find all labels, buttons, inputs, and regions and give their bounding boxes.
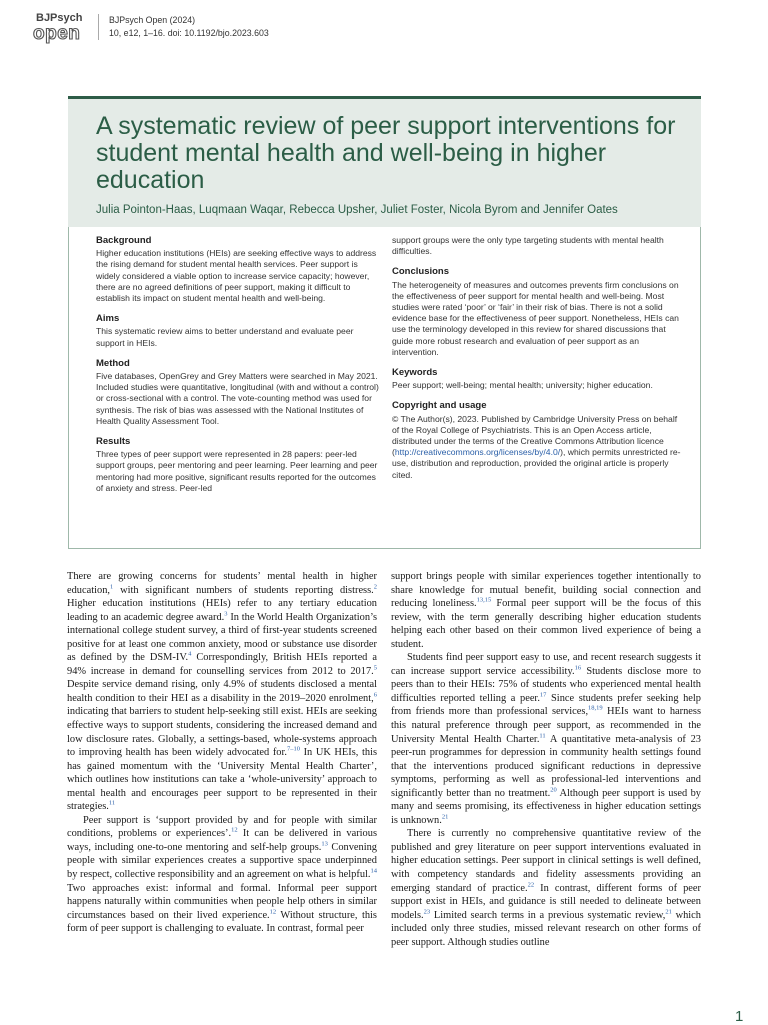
journal-name-year: BJPsych Open (2024) xyxy=(109,15,196,25)
body-text-run: A quantitative meta-analysis of 23 peer-run programmes for depression in community health settings found that the interventions produced significant reductions in depressive symptoms, performing as well as professional-led interventions and significantly better than no treatment. xyxy=(391,733,701,799)
body-text-run: Peer support is ‘support provided by and for people with similar conditions, problems or experiences’. xyxy=(67,814,377,840)
article-title: A systematic review of peer support interventions for student mental health and well-being in higher education xyxy=(96,112,676,194)
body-text-run: indicating that barriers to student help-seeking still exist. HEIs are seeking effective ways to support students, considering the increased demand and low disclosure rates. Globally, a settings-based, whole-systems approach to improving health has been widely advocated for. xyxy=(67,706,377,759)
citation-ref[interactable]: 18,19 xyxy=(588,705,603,712)
citation-ref[interactable]: 12 xyxy=(231,826,238,834)
body-right-column xyxy=(391,570,701,949)
background-text: Higher education institutions (HEIs) are seeking effective ways to address the rising demand for student mental health services. Peer support is widely considered a viable option to increase service capacity; however, there are no agreed definitions of peer support, making it difficult to establish its impact on student mental health and well-being. xyxy=(96,248,377,304)
citation-ref[interactable]: 1 xyxy=(110,583,114,591)
body-paragraph-3 xyxy=(391,651,701,827)
body-text-run: In contrast, different forms of peer support exist in HEIs, and guidance is still needed to delineate between models. xyxy=(391,882,701,921)
citation-ref[interactable]: 6 xyxy=(373,691,377,699)
copyright-text xyxy=(392,414,682,481)
journal-volume-doi: 10, e12, 1–16. doi: 10.1192/bjo.2023.603 xyxy=(109,28,269,38)
body-text-run: Since students prefer seeking help from friends more than professional services, xyxy=(391,692,701,718)
citation-ref[interactable]: 13 xyxy=(321,840,328,848)
citation-ref[interactable]: 12 xyxy=(269,908,277,916)
results-text-part2: support groups were the only type targeting students with mental health difficulties. xyxy=(392,235,664,257)
body-paragraph-2-part2 xyxy=(391,570,701,651)
body-text-run: Formal peer support will be the focus of this review, with the term generally describing higher education students helping each other based on their common lived experience of being a student. xyxy=(391,598,701,650)
logo-bottom-text: open xyxy=(33,23,81,44)
keywords-text: Peer support; well-being; mental health; university; higher education. xyxy=(392,380,653,391)
body-text-run: support brings people with similar experiences together intentionally to share knowledge for mutual benefit, building social connection and reducing loneliness. xyxy=(391,571,701,610)
citation-ref[interactable]: 11 xyxy=(108,799,116,807)
body-text-run: Although peer support is used by many and seems promising, its effectiveness in higher education settings is unknown. xyxy=(391,787,701,826)
body-text-run: Convening people with similar experiences creates a supportive space underpinned by respect, collective responsibility and an agreement on what is helpful. xyxy=(67,841,377,881)
body-text-run: Without structure, this form of peer support is challenging to evaluate. In contrast, formal peer xyxy=(67,909,377,935)
body-text-run: Two approaches exist: informal and formal. Informal peer support happens naturally within communities when people help others in similar circumstances based on their lived experience. xyxy=(67,882,377,921)
page-number: 1 xyxy=(735,1008,744,1025)
body-text-run: There is currently no comprehensive quantitative review of the published and grey literature on peer support interventions evaluated in higher education settings. Peer support in clinical settings is well defined, with competency standards and fidelity assessments providing an emerging standard of practice. xyxy=(391,828,701,894)
abstract-left-column xyxy=(96,235,379,503)
citation-ref[interactable]: 13,15 xyxy=(476,596,492,604)
citation-ref[interactable]: 14 xyxy=(370,867,377,875)
body-paragraph-1 xyxy=(67,570,377,814)
citation-ref[interactable]: 16 xyxy=(574,664,582,672)
copyright-text-part2: ), which permits unrestricted re-use, distribution and reproduction, provided the original article is properly cited. xyxy=(392,447,681,480)
body-text-run: Students find peer support easy to use, and recent research suggests it can increase support service accessibility. xyxy=(391,652,701,677)
body-text-run: Higher education institutions (HEIs) refer to any tertiary education leading to an academic degree award. xyxy=(67,598,377,623)
abstract-right-column xyxy=(392,235,682,490)
journal-info xyxy=(98,14,269,40)
body-paragraph-2-part1 xyxy=(67,814,377,936)
method-text: Five databases, OpenGrey and Grey Matters were searched in May 2021. Included studies were quantitative, longitudinal (with and without a control) or cross-sectional with a control. The vote-counting method was used for synthesis. The risk of bias was assessed with the National Institutes of Health Quality Assessment Tool. xyxy=(96,371,379,426)
body-text-run: In the World Health Organization’s international college student survey, a third of first-year students screened positive for at least one common anxiety, mood or substance use disorder as defined by the DSM-IV. xyxy=(67,611,377,664)
body-text-run: There are growing concerns for students’ mental health in higher education, xyxy=(67,571,377,596)
results-text-part1: Three types of peer support were represented in 28 papers: peer-led support groups, peer mentoring and peer learning. Peer learning and peer mentoring had more positive, significant results reported for the outcomes of anxiety and stress. Peer-led xyxy=(96,449,378,493)
citation-ref[interactable]: 4 xyxy=(188,650,192,658)
method-heading: Method xyxy=(96,357,130,369)
background-heading: Background xyxy=(96,235,152,246)
citation-ref[interactable]: 2 xyxy=(373,583,377,591)
body-text-run: with significant numbers of students reporting distress. xyxy=(113,584,374,596)
citation-ref[interactable]: 17 xyxy=(539,691,547,699)
conclusions-text: The heterogeneity of measures and outcomes prevents firm conclusions on the effectiveness of peer support for mental health and well-being. Most studies were rated ‘poor’ or ‘fair’ in their risk of bias. There is not a solid evidence base for the effectiveness of peer support. Nonetheless, HEIs can use the terminology developed in this review for shared discussions that guide more robust research and evaluation of peer support as an intervention. xyxy=(392,279,679,357)
body-left-column xyxy=(67,570,377,936)
keywords-heading: Keywords xyxy=(392,367,438,379)
results-heading: Results xyxy=(96,436,131,448)
abstract-box xyxy=(68,227,701,549)
body-text-run: Despite service demand rising, only 4.9% of students disclosed a mental health condition to their HEI as a disability in the 2019–2020 enrolment, xyxy=(67,679,377,704)
license-link[interactable]: http://creativecommons.org/licenses/by/4.0/ xyxy=(394,447,561,458)
citation-ref[interactable]: 22 xyxy=(527,881,535,889)
body-text-run: Students disclose more to peers than to their HEIs: 75% of students who experienced mental health difficulties reported telling a peer. xyxy=(391,665,701,704)
body-text-run: HEIs want to harness this natural preference through peer support, as recommended in the University Mental Health Charter. xyxy=(391,706,701,745)
aims-text: This systematic review aims to better understand and evaluate peer support in HEIs. xyxy=(96,326,354,348)
logo-top-text: BJPsych xyxy=(36,12,83,24)
citation-ref[interactable]: 23 xyxy=(423,908,431,916)
copyright-heading: Copyright and usage xyxy=(392,400,487,412)
citation-ref[interactable]: 5 xyxy=(373,664,377,672)
body-paragraph-4 xyxy=(391,827,701,949)
citation-ref[interactable]: 21 xyxy=(441,813,449,821)
title-box xyxy=(68,96,701,230)
journal-logo xyxy=(30,12,90,46)
citation-ref[interactable]: 21 xyxy=(665,908,672,916)
conclusions-heading: Conclusions xyxy=(392,266,450,278)
citation-ref[interactable]: 3 xyxy=(224,610,228,618)
citation-ref[interactable]: 11 xyxy=(539,732,546,740)
body-text-run: In UK HEIs, this has gained momentum with the ‘University Mental Health Charter’, which outlines how institutions can take a ‘whole-university’ approach to mental health and encourages peer support to be represented in their strategies. xyxy=(67,747,377,813)
masthead xyxy=(30,12,330,48)
body-text-run: It can be delivered in various ways, including one-to-one mentoring and self-help groups. xyxy=(67,828,377,853)
author-list: Julia Pointon-Haas, Luqmaan Waqar, Rebecca Upsher, Juliet Foster, Nicola Byrom and Jennifer Oates xyxy=(96,204,618,216)
aims-heading: Aims xyxy=(96,313,120,325)
body-text-run: which included only three studies, missed relevant research on other forms of peer support. Although studies outline xyxy=(391,909,701,948)
citation-ref[interactable]: 7–10 xyxy=(286,745,300,753)
body-text-run: Correspondingly, British HEIs reported a 94% increase in demand for counselling services from 2012 to 2017. xyxy=(67,652,377,677)
copyright-text-part1: © The Author(s), 2023. Published by Cambridge University Press on behalf of the Royal College of Psychiatrists. This is an Open Access article, distributed under the terms of the Creative Commons Attribution licence ( xyxy=(392,413,678,458)
body-text-run: Limited search terms in a previous systematic review, xyxy=(430,909,666,921)
citation-ref[interactable]: 20 xyxy=(550,786,557,794)
